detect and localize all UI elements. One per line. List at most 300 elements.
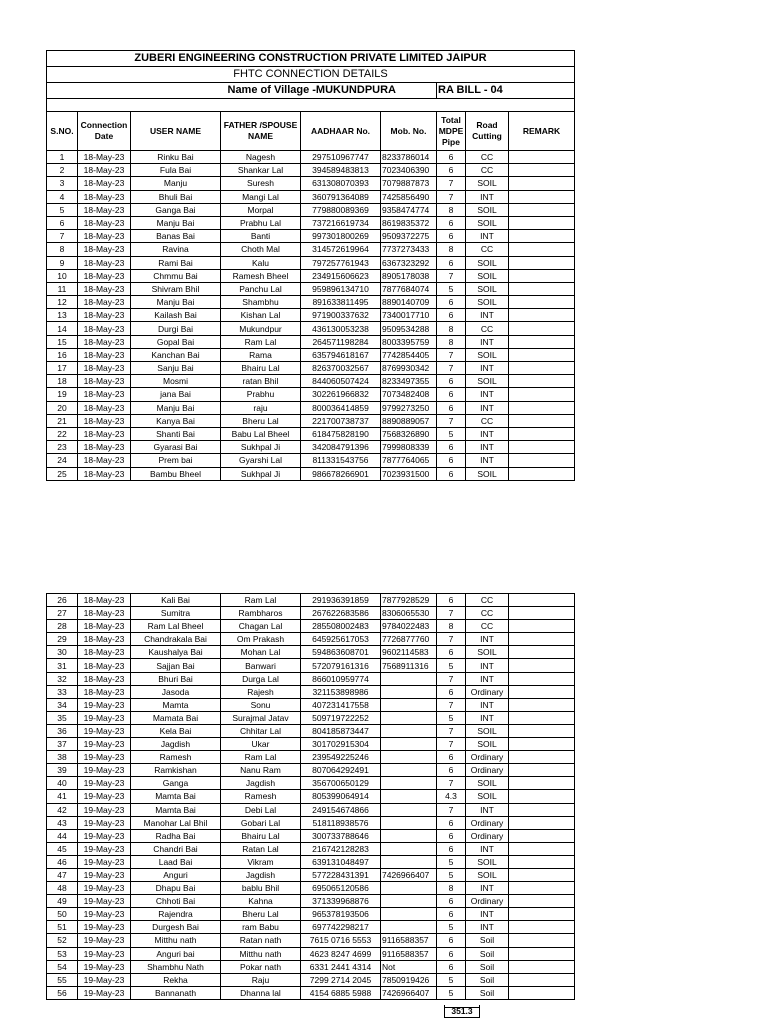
cell-date: 18-May-23 xyxy=(78,282,131,295)
cell-aadhaar: 518118938576 xyxy=(301,816,381,829)
cell-user-name: Bhuri Bai xyxy=(131,672,221,685)
cell-sno: 39 xyxy=(47,764,78,777)
cell-pipe: 7 xyxy=(437,607,466,620)
cell-date: 19-May-23 xyxy=(78,960,131,973)
cell-remark xyxy=(509,724,575,737)
cell-user-name: Rekha xyxy=(131,973,221,986)
cell-sno: 25 xyxy=(47,467,78,480)
cell-sno: 6 xyxy=(47,216,78,229)
cell-father-name: Bheru Lal xyxy=(221,414,301,427)
cell-pipe: 6 xyxy=(437,947,466,960)
connection-table-part-2 xyxy=(46,593,575,1000)
table-row xyxy=(47,620,575,633)
cell-date: 19-May-23 xyxy=(78,986,131,999)
cell-father-name: Suresh xyxy=(221,177,301,190)
cell-sno: 45 xyxy=(47,842,78,855)
cell-user-name: Bhuli Bai xyxy=(131,190,221,203)
cell-date: 19-May-23 xyxy=(78,790,131,803)
cell-aadhaar: 866010959774 xyxy=(301,672,381,685)
table-row xyxy=(47,934,575,947)
cell-father-name: Sonu xyxy=(221,698,301,711)
cell-aadhaar: 249154674866 xyxy=(301,803,381,816)
cell-aadhaar: 695065120586 xyxy=(301,882,381,895)
cell-pipe: 6 xyxy=(437,388,466,401)
cell-user-name: Kaushalya Bai xyxy=(131,646,221,659)
cell-road-cutting: INT xyxy=(466,633,509,646)
cell-father-name: Om Prakash xyxy=(221,633,301,646)
cell-mobile: 8233497355 xyxy=(381,375,437,388)
cell-pipe: 6 xyxy=(437,685,466,698)
cell-user-name: Banas Bai xyxy=(131,230,221,243)
cell-father-name: raju xyxy=(221,401,301,414)
cell-remark xyxy=(509,986,575,999)
cell-sno: 9 xyxy=(47,256,78,269)
cell-road-cutting: Soil xyxy=(466,986,509,999)
cell-remark xyxy=(509,296,575,309)
cell-pipe: 6 xyxy=(437,309,466,322)
cell-aadhaar: 971900337632 xyxy=(301,309,381,322)
cell-remark xyxy=(509,685,575,698)
cell-user-name: Sajjan Bai xyxy=(131,659,221,672)
cell-pipe: 5 xyxy=(437,711,466,724)
cell-aadhaar: 509719722252 xyxy=(301,711,381,724)
table-row xyxy=(47,724,575,737)
cell-aadhaar: 800036414859 xyxy=(301,401,381,414)
cell-remark xyxy=(509,282,575,295)
cell-date: 18-May-23 xyxy=(78,594,131,607)
table-row xyxy=(47,855,575,868)
table-row xyxy=(47,375,575,388)
cell-sno: 14 xyxy=(47,322,78,335)
cell-pipe: 6 xyxy=(437,256,466,269)
cell-user-name: jana Bai xyxy=(131,388,221,401)
cell-sno: 20 xyxy=(47,401,78,414)
cell-pipe: 6 xyxy=(437,960,466,973)
cell-date: 19-May-23 xyxy=(78,764,131,777)
cell-remark xyxy=(509,698,575,711)
cell-remark xyxy=(509,454,575,467)
cell-road-cutting: INT xyxy=(466,659,509,672)
cell-user-name: Manju xyxy=(131,177,221,190)
table-row xyxy=(47,790,575,803)
cell-user-name: Ramkishan xyxy=(131,764,221,777)
table-row xyxy=(47,282,575,295)
cell-mobile xyxy=(381,829,437,842)
cell-father-name: Prabhu Lal xyxy=(221,216,301,229)
cell-user-name: Kali Bai xyxy=(131,594,221,607)
cell-pipe: 5 xyxy=(437,855,466,868)
cell-remark xyxy=(509,803,575,816)
cell-father-name: Nanu Ram xyxy=(221,764,301,777)
table-row xyxy=(47,441,575,454)
table-row xyxy=(47,607,575,620)
table-row xyxy=(47,362,575,375)
cell-aadhaar: 639131048497 xyxy=(301,855,381,868)
cell-user-name: Rami Bai xyxy=(131,256,221,269)
cell-father-name: Ratan nath xyxy=(221,934,301,947)
table-row xyxy=(47,633,575,646)
cell-sno: 22 xyxy=(47,427,78,440)
table-row xyxy=(47,685,575,698)
cell-mobile: 9784022483 xyxy=(381,620,437,633)
cell-user-name: Chandrakala Bai xyxy=(131,633,221,646)
cell-mobile: 7426966407 xyxy=(381,868,437,881)
table-row xyxy=(47,594,575,607)
table-row xyxy=(47,190,575,203)
cell-pipe: 8 xyxy=(437,203,466,216)
cell-remark xyxy=(509,738,575,751)
cell-user-name: Ganga xyxy=(131,777,221,790)
cell-pipe: 6 xyxy=(437,646,466,659)
cell-father-name: Gyarshi Lal xyxy=(221,454,301,467)
cell-road-cutting: INT xyxy=(466,921,509,934)
cell-aadhaar: 7299 2714 2045 xyxy=(301,973,381,986)
cell-aadhaar: 394589483813 xyxy=(301,164,381,177)
cell-remark xyxy=(509,868,575,881)
cell-father-name: Morpal xyxy=(221,203,301,216)
cell-aadhaar: 697742298217 xyxy=(301,921,381,934)
cell-father-name: Debi Lal xyxy=(221,803,301,816)
header-aadhaar: AADHAAR No. xyxy=(301,112,381,151)
header-road: Road Cutting xyxy=(466,112,509,151)
table-row xyxy=(47,882,575,895)
cell-remark xyxy=(509,243,575,256)
cell-road-cutting: Ordinary xyxy=(466,751,509,764)
cell-sno: 30 xyxy=(47,646,78,659)
cell-date: 18-May-23 xyxy=(78,362,131,375)
cell-user-name: Jagdish xyxy=(131,738,221,751)
cell-sno: 47 xyxy=(47,868,78,881)
cell-road-cutting: CC xyxy=(466,243,509,256)
header-father: FATHER /SPOUSE NAME xyxy=(221,112,301,151)
cell-sno: 46 xyxy=(47,855,78,868)
cell-father-name: Jagdish xyxy=(221,777,301,790)
cell-user-name: Manju Bai xyxy=(131,216,221,229)
cell-aadhaar: 965378193506 xyxy=(301,908,381,921)
table-row xyxy=(47,921,575,934)
cell-date: 18-May-23 xyxy=(78,388,131,401)
cell-father-name: Raju xyxy=(221,973,301,986)
cell-father-name: Chhitar Lal xyxy=(221,724,301,737)
cell-date: 19-May-23 xyxy=(78,882,131,895)
cell-road-cutting: INT xyxy=(466,441,509,454)
cell-road-cutting: SOIL xyxy=(466,868,509,881)
cell-aadhaar: 371339968876 xyxy=(301,895,381,908)
cell-sno: 29 xyxy=(47,633,78,646)
cell-father-name: Shambhu xyxy=(221,296,301,309)
cell-father-name: Kalu xyxy=(221,256,301,269)
cell-road-cutting: SOIL xyxy=(466,348,509,361)
cell-sno: 34 xyxy=(47,698,78,711)
cell-mobile: 7877764065 xyxy=(381,454,437,467)
cell-user-name: Mosmi xyxy=(131,375,221,388)
cell-date: 18-May-23 xyxy=(78,348,131,361)
cell-road-cutting: Soil xyxy=(466,960,509,973)
cell-date: 19-May-23 xyxy=(78,724,131,737)
cell-road-cutting: Ordinary xyxy=(466,685,509,698)
cell-aadhaar: 239549225246 xyxy=(301,751,381,764)
table-row xyxy=(47,401,575,414)
table-row xyxy=(47,777,575,790)
cell-aadhaar: 342084791396 xyxy=(301,441,381,454)
cell-road-cutting: SOIL xyxy=(466,790,509,803)
cell-aadhaar: 572079161316 xyxy=(301,659,381,672)
cell-mobile: 7568911316 xyxy=(381,659,437,672)
cell-pipe: 7 xyxy=(437,698,466,711)
cell-remark xyxy=(509,751,575,764)
cell-mobile: 9509534288 xyxy=(381,322,437,335)
table-row xyxy=(47,335,575,348)
table-row xyxy=(47,427,575,440)
cell-remark xyxy=(509,711,575,724)
cell-father-name: bablu Bhil xyxy=(221,882,301,895)
cell-road-cutting: CC xyxy=(466,620,509,633)
cell-remark xyxy=(509,335,575,348)
table-row xyxy=(47,322,575,335)
cell-aadhaar: 6331 2441 4314 xyxy=(301,960,381,973)
cell-sno: 8 xyxy=(47,243,78,256)
cell-mobile xyxy=(381,724,437,737)
cell-father-name: Pokar nath xyxy=(221,960,301,973)
cell-pipe: 5 xyxy=(437,973,466,986)
header-sno: S.NO. xyxy=(47,112,78,151)
cell-road-cutting: CC xyxy=(466,164,509,177)
cell-date: 19-May-23 xyxy=(78,855,131,868)
cell-user-name: Dhapu Bai xyxy=(131,882,221,895)
cell-sno: 28 xyxy=(47,620,78,633)
cell-mobile: 9116588357 xyxy=(381,947,437,960)
cell-user-name: Prem bai xyxy=(131,454,221,467)
cell-mobile: 7340017710 xyxy=(381,309,437,322)
cell-user-name: Gopal Bai xyxy=(131,335,221,348)
cell-mobile xyxy=(381,908,437,921)
cell-father-name: ram Babu xyxy=(221,921,301,934)
cell-user-name: Shivram Bhil xyxy=(131,282,221,295)
cell-father-name: Kahna xyxy=(221,895,301,908)
cell-road-cutting: SOIL xyxy=(466,177,509,190)
cell-date: 18-May-23 xyxy=(78,243,131,256)
table-row xyxy=(47,454,575,467)
table-row xyxy=(47,764,575,777)
table-row xyxy=(47,738,575,751)
cell-father-name: Gobari Lal xyxy=(221,816,301,829)
cell-pipe: 5 xyxy=(437,427,466,440)
cell-mobile xyxy=(381,751,437,764)
cell-date: 18-May-23 xyxy=(78,454,131,467)
cell-aadhaar: 891633811495 xyxy=(301,296,381,309)
cell-user-name: Anguri xyxy=(131,868,221,881)
cell-pipe: 6 xyxy=(437,829,466,842)
cell-father-name: Dhanna lal xyxy=(221,986,301,999)
cell-father-name: Shankar Lal xyxy=(221,164,301,177)
cell-user-name: Shambhu Nath xyxy=(131,960,221,973)
cell-remark xyxy=(509,633,575,646)
cell-remark xyxy=(509,441,575,454)
cell-road-cutting: INT xyxy=(466,230,509,243)
cell-mobile: 8905178038 xyxy=(381,269,437,282)
cell-remark xyxy=(509,388,575,401)
cell-mobile xyxy=(381,711,437,724)
cell-remark xyxy=(509,203,575,216)
cell-date: 18-May-23 xyxy=(78,164,131,177)
cell-pipe: 6 xyxy=(437,895,466,908)
cell-sno: 7 xyxy=(47,230,78,243)
cell-pipe: 8 xyxy=(437,335,466,348)
cell-mobile: Not xyxy=(381,960,437,973)
cell-road-cutting: INT xyxy=(466,803,509,816)
cell-date: 18-May-23 xyxy=(78,620,131,633)
cell-aadhaar: 291936391859 xyxy=(301,594,381,607)
cell-aadhaar: 779880089369 xyxy=(301,203,381,216)
cell-father-name: Sukhpal Ji xyxy=(221,467,301,480)
cell-date: 19-May-23 xyxy=(78,777,131,790)
cell-aadhaar: 302261966832 xyxy=(301,388,381,401)
cell-sno: 55 xyxy=(47,973,78,986)
cell-user-name: Bannanath xyxy=(131,986,221,999)
cell-remark xyxy=(509,414,575,427)
cell-user-name: Laad Bai xyxy=(131,855,221,868)
cell-sno: 13 xyxy=(47,309,78,322)
cell-user-name: Rajendra xyxy=(131,908,221,921)
cell-aadhaar: 959896134710 xyxy=(301,282,381,295)
table-row xyxy=(47,672,575,685)
table-row xyxy=(47,467,575,480)
cell-remark xyxy=(509,322,575,335)
table-row xyxy=(47,908,575,921)
cell-date: 18-May-23 xyxy=(78,203,131,216)
cell-pipe: 5 xyxy=(437,986,466,999)
cell-date: 18-May-23 xyxy=(78,646,131,659)
cell-sno: 17 xyxy=(47,362,78,375)
cell-remark xyxy=(509,790,575,803)
table-row xyxy=(47,388,575,401)
cell-date: 18-May-23 xyxy=(78,296,131,309)
cell-user-name: Mamta Bai xyxy=(131,803,221,816)
cell-sno: 37 xyxy=(47,738,78,751)
cell-mobile: 7426966407 xyxy=(381,986,437,999)
table-row xyxy=(47,243,575,256)
cell-user-name: Gyarasi Bai xyxy=(131,441,221,454)
cell-user-name: Fula Bai xyxy=(131,164,221,177)
cell-mobile: 8769930342 xyxy=(381,362,437,375)
cell-aadhaar: 264571198284 xyxy=(301,335,381,348)
cell-road-cutting: CC xyxy=(466,594,509,607)
cell-mobile: 9799273250 xyxy=(381,401,437,414)
cell-date: 18-May-23 xyxy=(78,375,131,388)
cell-date: 19-May-23 xyxy=(78,698,131,711)
cell-aadhaar: 826370032567 xyxy=(301,362,381,375)
table-row xyxy=(47,698,575,711)
cell-remark xyxy=(509,427,575,440)
cell-aadhaar: 797257761943 xyxy=(301,256,381,269)
cell-date: 18-May-23 xyxy=(78,177,131,190)
cell-user-name: Radha Bai xyxy=(131,829,221,842)
cell-sno: 19 xyxy=(47,388,78,401)
cell-remark xyxy=(509,816,575,829)
cell-user-name: Manju Bai xyxy=(131,401,221,414)
cell-aadhaar: 645925617053 xyxy=(301,633,381,646)
cell-sno: 31 xyxy=(47,659,78,672)
cell-date: 18-May-23 xyxy=(78,427,131,440)
cell-road-cutting: INT xyxy=(466,842,509,855)
cell-pipe: 5 xyxy=(437,921,466,934)
cell-remark xyxy=(509,164,575,177)
cell-remark xyxy=(509,348,575,361)
cell-date: 19-May-23 xyxy=(78,816,131,829)
cell-pipe: 8 xyxy=(437,322,466,335)
table-row xyxy=(47,816,575,829)
cell-father-name: Sukhpal Ji xyxy=(221,441,301,454)
cell-road-cutting: SOIL xyxy=(466,646,509,659)
cell-remark xyxy=(509,594,575,607)
cell-pipe: 6 xyxy=(437,375,466,388)
cell-pipe: 6 xyxy=(437,934,466,947)
cell-date: 18-May-23 xyxy=(78,441,131,454)
cell-date: 18-May-23 xyxy=(78,322,131,335)
cell-road-cutting: INT xyxy=(466,427,509,440)
cell-date: 18-May-23 xyxy=(78,216,131,229)
cell-date: 19-May-23 xyxy=(78,803,131,816)
cell-mobile xyxy=(381,842,437,855)
table-row xyxy=(47,414,575,427)
cell-aadhaar: 805399064914 xyxy=(301,790,381,803)
cell-aadhaar: 436130053238 xyxy=(301,322,381,335)
cell-user-name: Manohar Lal Bhil xyxy=(131,816,221,829)
header-user: USER NAME xyxy=(131,112,221,151)
cell-sno: 11 xyxy=(47,282,78,295)
table-row xyxy=(47,947,575,960)
cell-road-cutting: SOIL xyxy=(466,855,509,868)
table-row xyxy=(47,842,575,855)
cell-pipe: 6 xyxy=(437,296,466,309)
header-remark: REMARK xyxy=(509,112,575,151)
cell-date: 18-May-23 xyxy=(78,607,131,620)
cell-remark xyxy=(509,375,575,388)
cell-remark xyxy=(509,672,575,685)
cell-road-cutting: SOIL xyxy=(466,375,509,388)
cell-pipe: 5 xyxy=(437,659,466,672)
cell-date: 19-May-23 xyxy=(78,947,131,960)
cell-user-name: Mamta xyxy=(131,698,221,711)
table-row xyxy=(47,829,575,842)
cell-pipe: 6 xyxy=(437,842,466,855)
cell-sno: 1 xyxy=(47,151,78,164)
cell-road-cutting: INT xyxy=(466,335,509,348)
cell-sno: 5 xyxy=(47,203,78,216)
cell-sno: 2 xyxy=(47,164,78,177)
cell-date: 18-May-23 xyxy=(78,659,131,672)
cell-mobile xyxy=(381,882,437,895)
cell-sno: 33 xyxy=(47,685,78,698)
cell-date: 18-May-23 xyxy=(78,633,131,646)
cell-mobile: 7023931500 xyxy=(381,467,437,480)
cell-date: 18-May-23 xyxy=(78,230,131,243)
cell-road-cutting: INT xyxy=(466,698,509,711)
cell-pipe: 6 xyxy=(437,164,466,177)
table-row xyxy=(47,216,575,229)
cell-remark xyxy=(509,607,575,620)
cell-date: 18-May-23 xyxy=(78,256,131,269)
cell-pipe: 7 xyxy=(437,803,466,816)
cell-mobile: 8306065530 xyxy=(381,607,437,620)
cell-sno: 3 xyxy=(47,177,78,190)
document-subtitle: FHTC CONNECTION DETAILS xyxy=(47,67,575,83)
table-row xyxy=(47,973,575,986)
cell-pipe: 6 xyxy=(437,401,466,414)
cell-date: 19-May-23 xyxy=(78,829,131,842)
cell-father-name: Prabhu xyxy=(221,388,301,401)
cell-user-name: Shanti Bai xyxy=(131,427,221,440)
